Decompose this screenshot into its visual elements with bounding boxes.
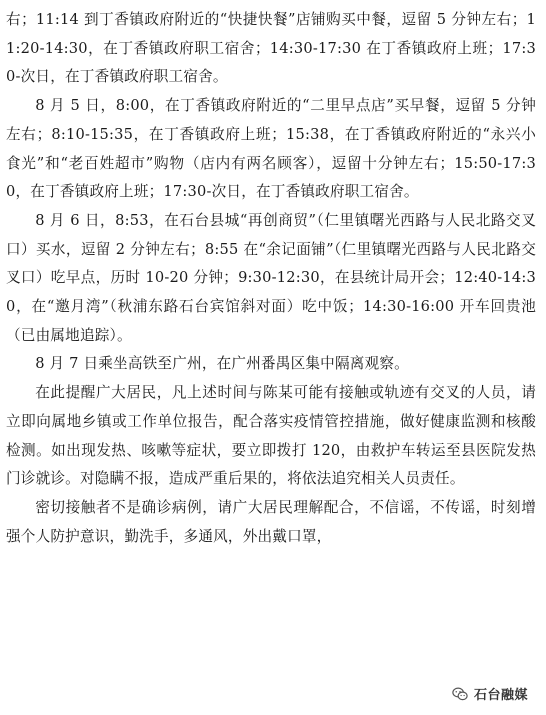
paragraph-close-contacts: 密切接触者不是确诊病例，请广大居民理解配合，不信谣，不传谣，时刻增强个人防护意识，勤洗手，多通风，外出戴口罩， <box>6 498 536 545</box>
paragraph-aug-6: 8 月 6 日，8:53，在石台县城“再创商贸”（仁里镇曙光西路与人民北路交叉口）买水，逗留 2 分钟左右；8:55 在“余记面铺”（仁里镇曙光西路与人民北路交叉口）吃早点，历时 10-20 分钟；9:30-12:30，在县统计局开会；12:40-14:30，在“邀月湾”（秋浦东路石台宾馆斜对面）吃中饭；14:30-16:00 开车回贵池（已由属地追踪）。 <box>6 211 536 344</box>
watermark-text: 石台融媒 <box>473 688 528 703</box>
wechat-icon <box>451 685 469 703</box>
paragraph-continuation: 右；11:14 到丁香镇政府附近的“快捷快餐”店铺购买中餐，逗留 5 分钟左右；11:20-14:30，在丁香镇政府职工宿舍；14:30-17:30 在丁香镇政府上班；17:30-次日，在丁香镇政府职工宿舍。 <box>6 11 536 86</box>
source-watermark <box>447 682 532 705</box>
paragraph-aug-7: 8 月 7 日乘坐高铁至广州，在广州番禺区集中隔离观察。 <box>35 355 409 373</box>
paragraph-reminder: 在此提醒广大居民，凡上述时间与陈某可能有接触或轨迹有交叉的人员，请立即向属地乡镇或工作单位报告，配合落实疫情管控措施，做好健康监测和核酸检测。如出现发热、咳嗽等症状，要立即拨打 120，由救护车转运至县医院发热门诊就诊。对隐瞒不报，造成严重后果的，将依法追究相关人员责任。 <box>6 384 536 488</box>
paragraph-aug-5: 8 月 5 日，8:00，在丁香镇政府附近的“二里早点店”买早餐，逗留 5 分钟左右；8:10-15:35，在丁香镇政府上班；15:38，在丁香镇政府附近的“永兴小食光”和“老百姓超市”购物（店内有两名顾客），逗留十分钟左右；15:50-17:30，在丁香镇政府上班；17:30-次日，在丁香镇政府职工宿舍。 <box>6 97 536 201</box>
